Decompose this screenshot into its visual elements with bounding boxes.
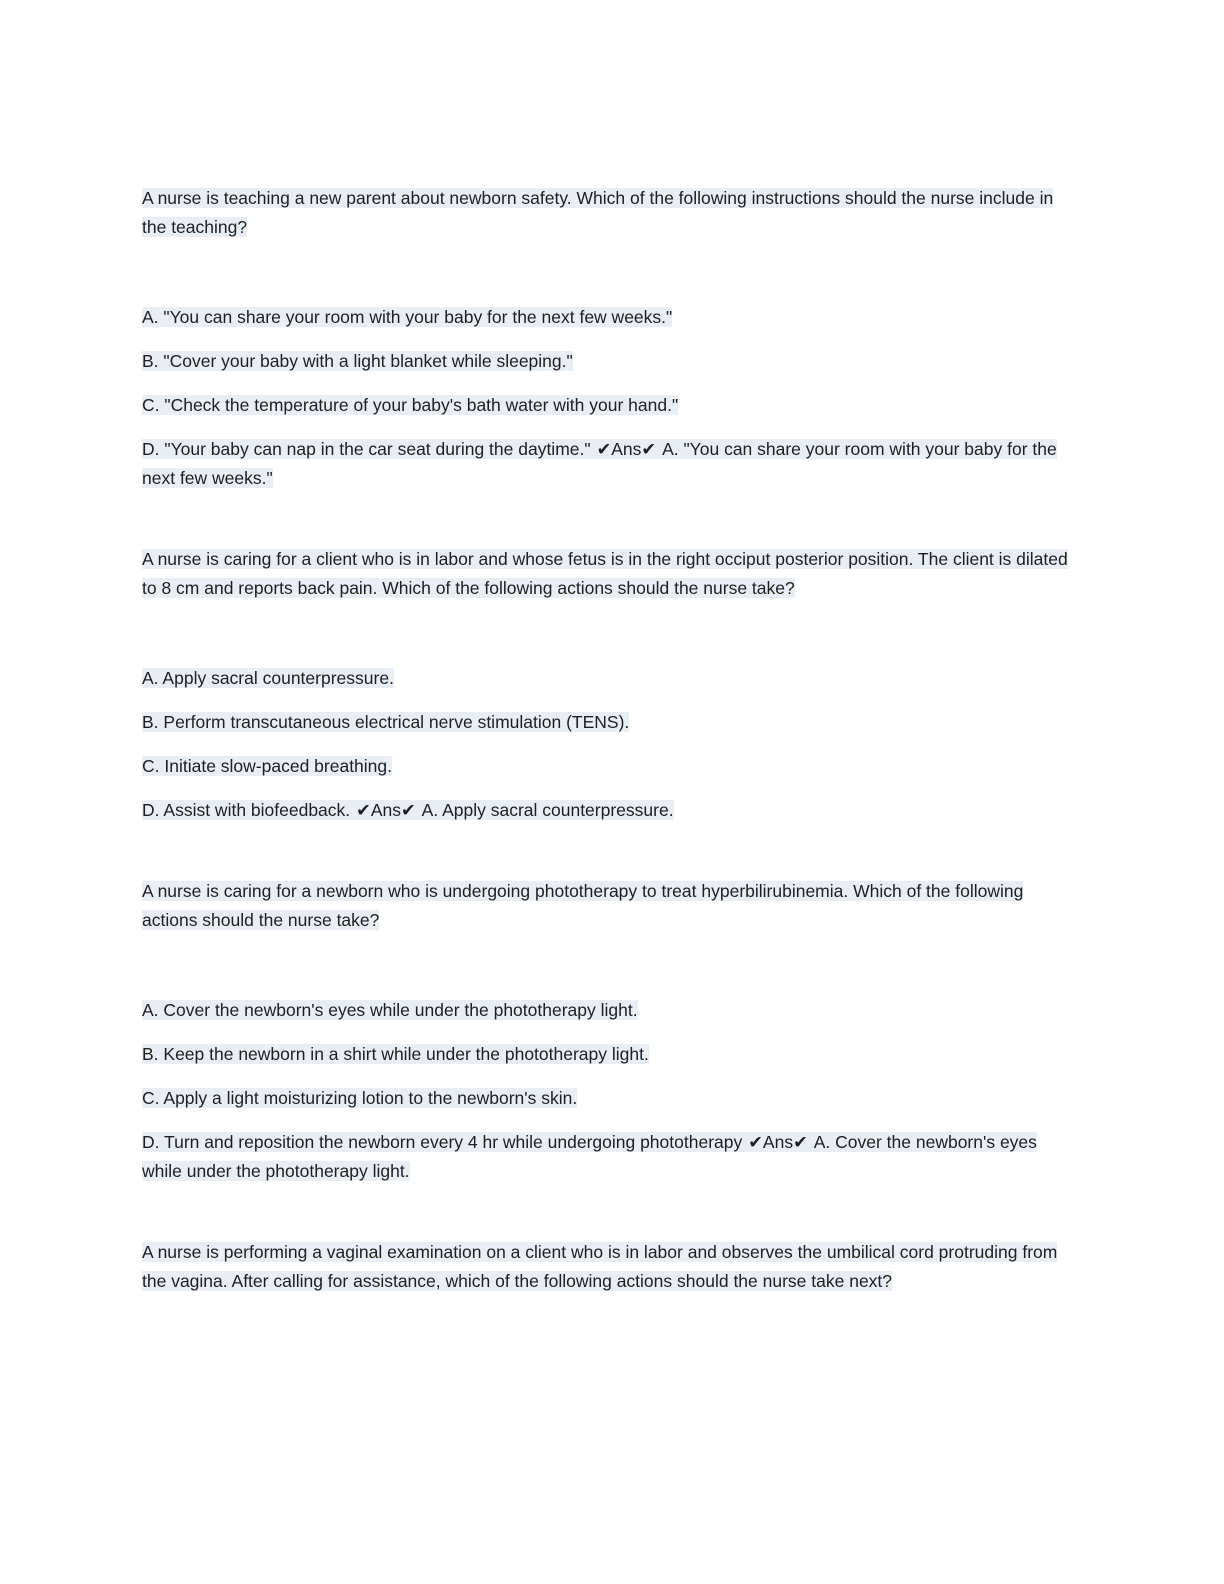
option-text: C. Apply a light moisturizing lotion to the newborn's skin. [142, 1088, 578, 1108]
question-stem-text: A nurse is caring for a client who is in labor and whose fetus is in the right occiput posterior position. The client is dilated to 8 cm and reports back pain. Which of the following actions should the nurse take? [142, 549, 1068, 598]
option-c [142, 752, 1080, 781]
option-c [142, 1084, 1080, 1113]
option-b [142, 347, 1080, 376]
answer-marker: ✔Ans✔ [356, 800, 416, 820]
option-d [142, 435, 1080, 493]
question-stem [142, 877, 1080, 935]
answer-text: A. Apply sacral counterpressure. [421, 800, 674, 820]
question-stem [142, 545, 1080, 603]
question-stem [142, 184, 1080, 242]
option-text: A. Apply sacral counterpressure. [142, 668, 394, 688]
option-c [142, 391, 1080, 420]
option-text: D. Turn and reposition the newborn every 4 hr while undergoing phototherapy [142, 1132, 743, 1152]
option-a [142, 996, 1080, 1025]
answer-marker: ✔Ans✔ [748, 1132, 808, 1152]
option-text: D. Assist with biofeedback. [142, 800, 351, 820]
answer-text: A. "You can share your room with your baby for the next few weeks." [142, 439, 1057, 488]
answer-text: A. Cover the newborn's eyes while under the phototherapy light. [142, 1132, 1037, 1181]
question-stem [142, 1238, 1080, 1296]
option-b [142, 1040, 1080, 1069]
option-text: C. "Check the temperature of your baby's bath water with your hand." [142, 395, 679, 415]
option-text: B. Keep the newborn in a shirt while under the phototherapy light. [142, 1044, 649, 1064]
option-d [142, 796, 1080, 825]
answer-marker: ✔Ans✔ [596, 439, 657, 459]
question-stem-text: A nurse is performing a vaginal examination on a client who is in labor and observes the umbilical cord protruding from the vagina. After calling for assistance, which of the following actions should the nurse take next? [142, 1242, 1058, 1291]
question-stem-text: A nurse is teaching a new parent about newborn safety. Which of the following instructions should the nurse include in the teaching? [142, 188, 1054, 237]
option-d [142, 1128, 1080, 1186]
option-text: A. "You can share your room with your baby for the next few weeks." [142, 307, 673, 327]
question-block-1 [142, 184, 1084, 493]
question-stem-text: A nurse is caring for a newborn who is undergoing phototherapy to treat hyperbilirubinemia. Which of the following actions should the nurse take? [142, 881, 1024, 930]
option-text: B. "Cover your baby with a light blanket while sleeping." [142, 351, 573, 371]
option-b [142, 708, 1080, 737]
option-text: D. "Your baby can nap in the car seat during the daytime." [142, 439, 591, 459]
option-text: A. Cover the newborn's eyes while under the phototherapy light. [142, 1000, 638, 1020]
option-a [142, 664, 1080, 693]
option-text: C. Initiate slow-paced breathing. [142, 756, 392, 776]
question-block-3 [142, 877, 1084, 1186]
question-block-2 [142, 545, 1084, 825]
question-block-4 [142, 1238, 1084, 1296]
option-a [142, 303, 1080, 332]
option-text: B. Perform transcutaneous electrical nerve stimulation (TENS). [142, 712, 630, 732]
